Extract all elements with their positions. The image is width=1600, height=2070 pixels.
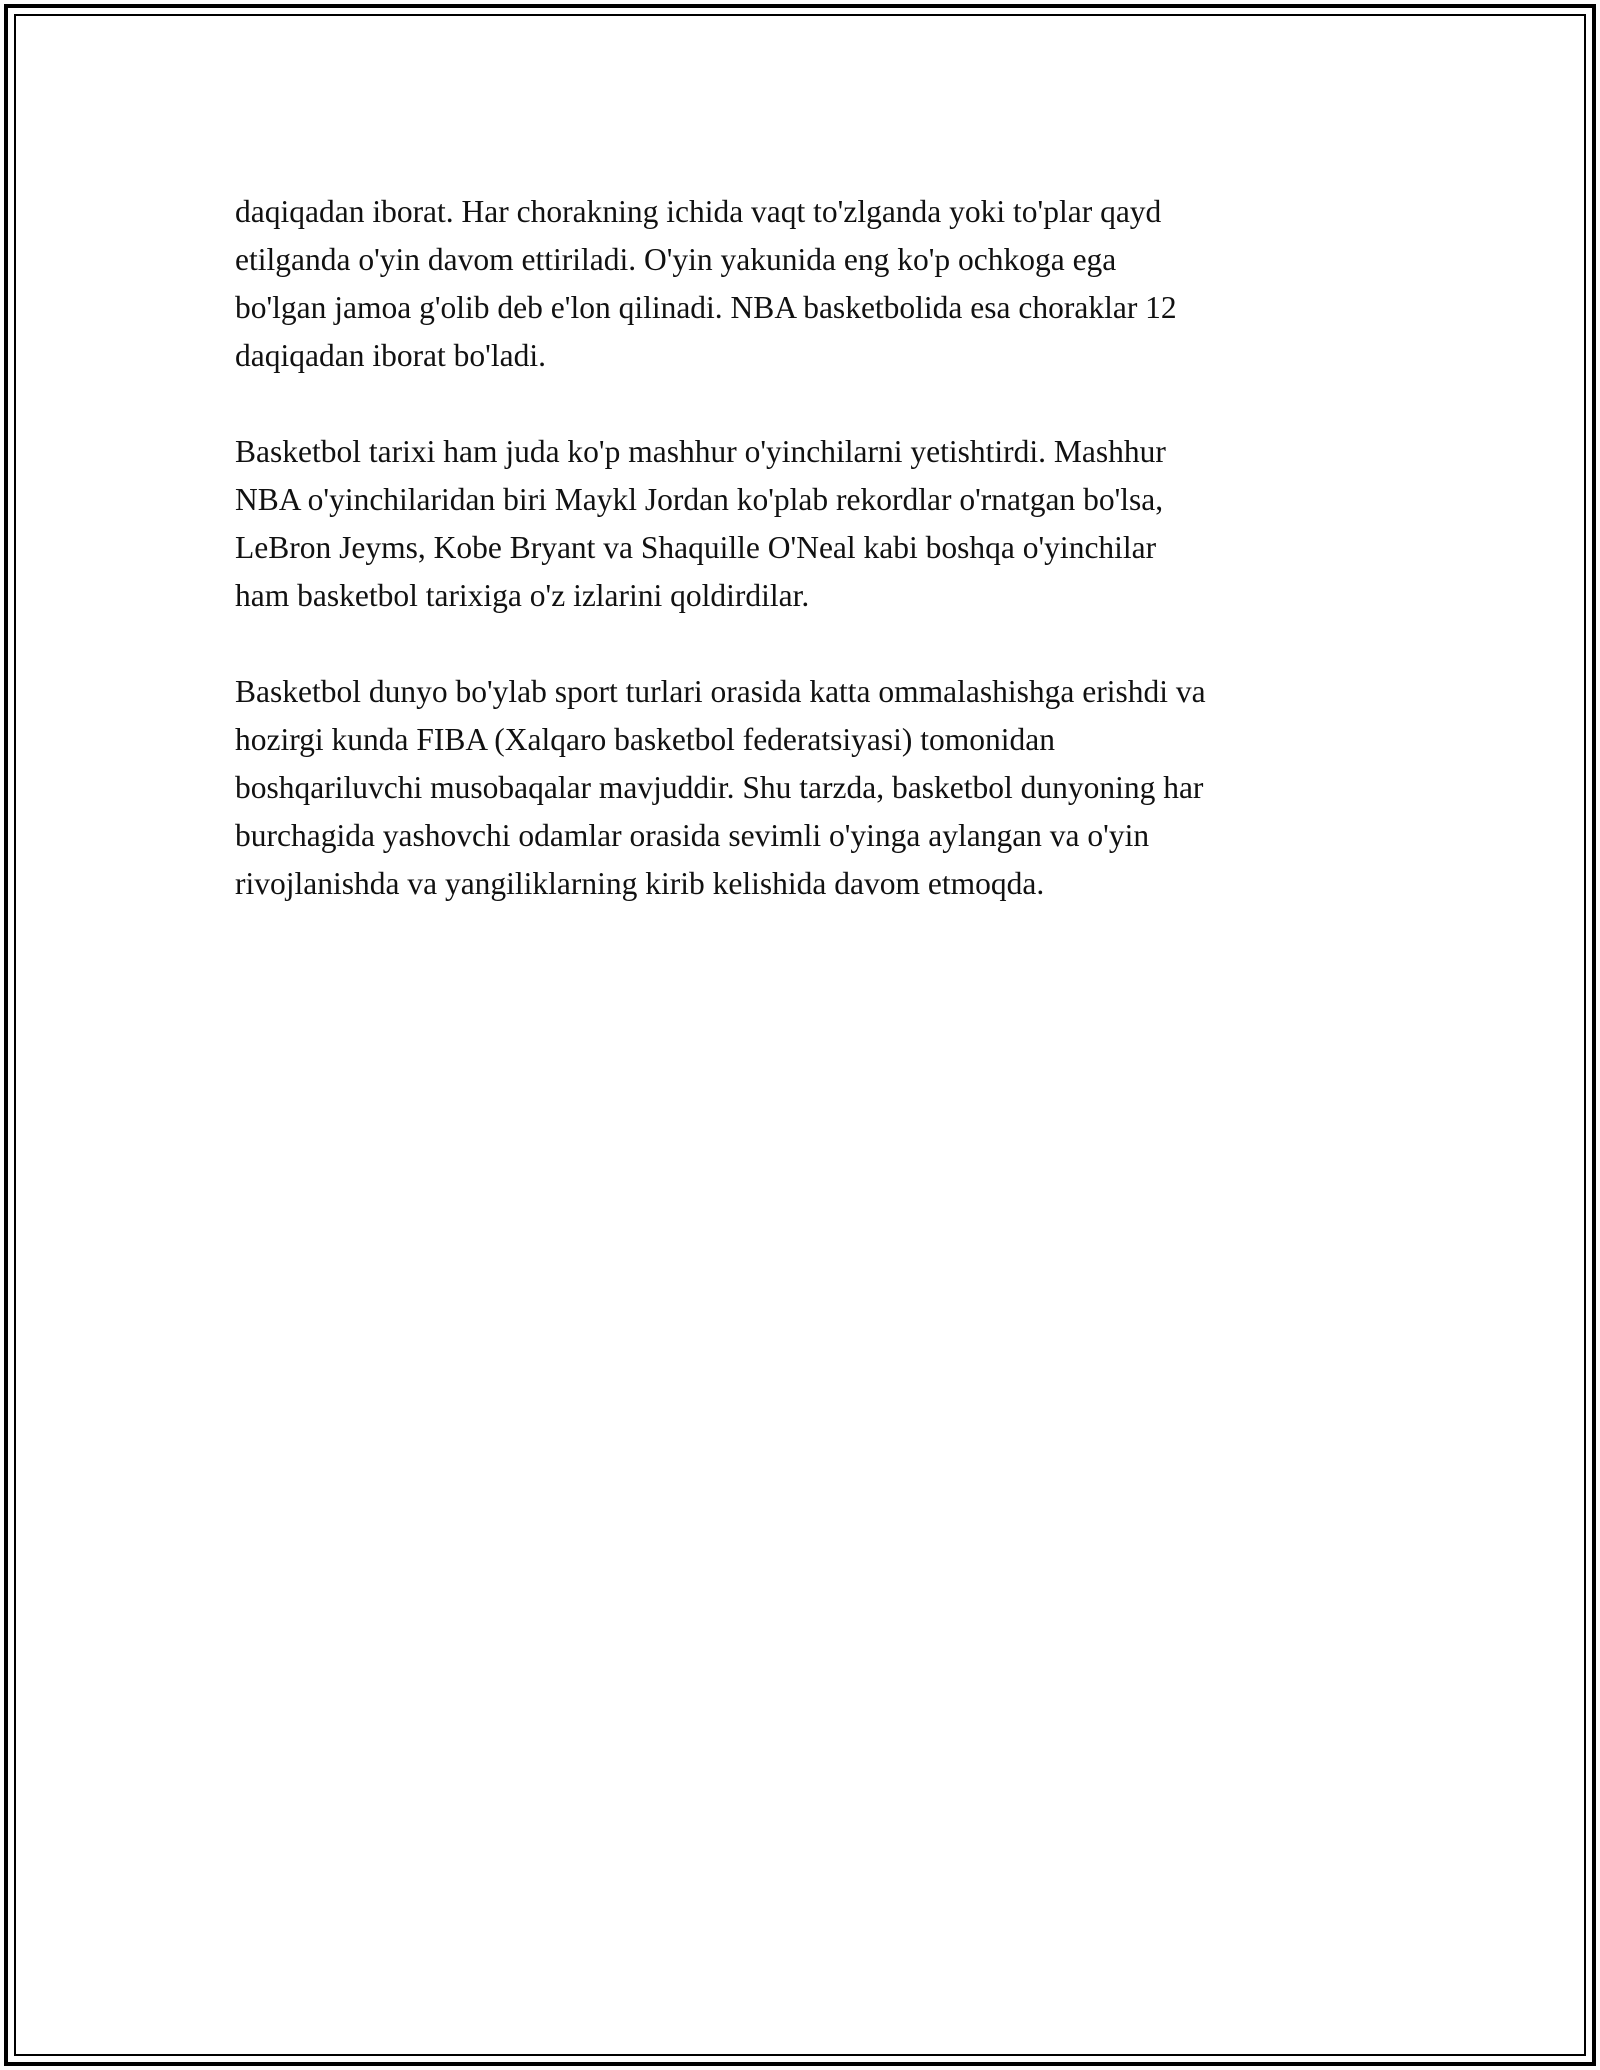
paragraph-2 xyxy=(235,428,1375,620)
paragraph-3 xyxy=(235,668,1375,908)
text-line: burchagida yashovchi odamlar orasida sevimli o'yinga aylangan va o'yin xyxy=(235,818,1150,853)
text-line: Basketbol tarixi ham juda ko'p mashhur o'yinchilarni yetishtirdi. Mashhur xyxy=(235,434,1166,469)
text-line: etilganda o'yin davom ettiriladi. O'yin yakunida eng ko'p ochkoga ega xyxy=(235,242,1117,277)
text-line: LeBron Jeyms, Kobe Bryant va Shaquille O'Neal kabi boshqa o'yinchilar xyxy=(235,530,1157,565)
text-line: rivojlanishda va yangiliklarning kirib kelishida davom etmoqda. xyxy=(235,866,1045,901)
text-line: NBA o'yinchilaridan biri Maykl Jordan ko'plab rekordlar o'rnatgan bo'lsa, xyxy=(235,482,1164,517)
text-line: daqiqadan iborat. Har chorakning ichida vaqt to'zlganda yoki to'plar qayd xyxy=(235,194,1162,229)
text-line: ham basketbol tarixiga o'z izlarini qoldirdilar. xyxy=(235,578,810,613)
text-line: bo'lgan jamoa g'olib deb e'lon qilinadi. NBA basketbolida esa choraklar 12 xyxy=(235,290,1177,325)
paragraph-1 xyxy=(235,188,1375,380)
text-line: daqiqadan iborat bo'ladi. xyxy=(235,338,546,373)
text-line: Basketbol dunyo bo'ylab sport turlari orasida katta ommalashishga erishdi va xyxy=(235,674,1206,709)
document-body xyxy=(235,188,1375,956)
text-line: boshqariluvchi musobaqalar mavjuddir. Shu tarzda, basketbol dunyoning har xyxy=(235,770,1204,805)
text-line: hozirgi kunda FIBA (Xalqaro basketbol federatsiyasi) tomonidan xyxy=(235,722,1055,757)
